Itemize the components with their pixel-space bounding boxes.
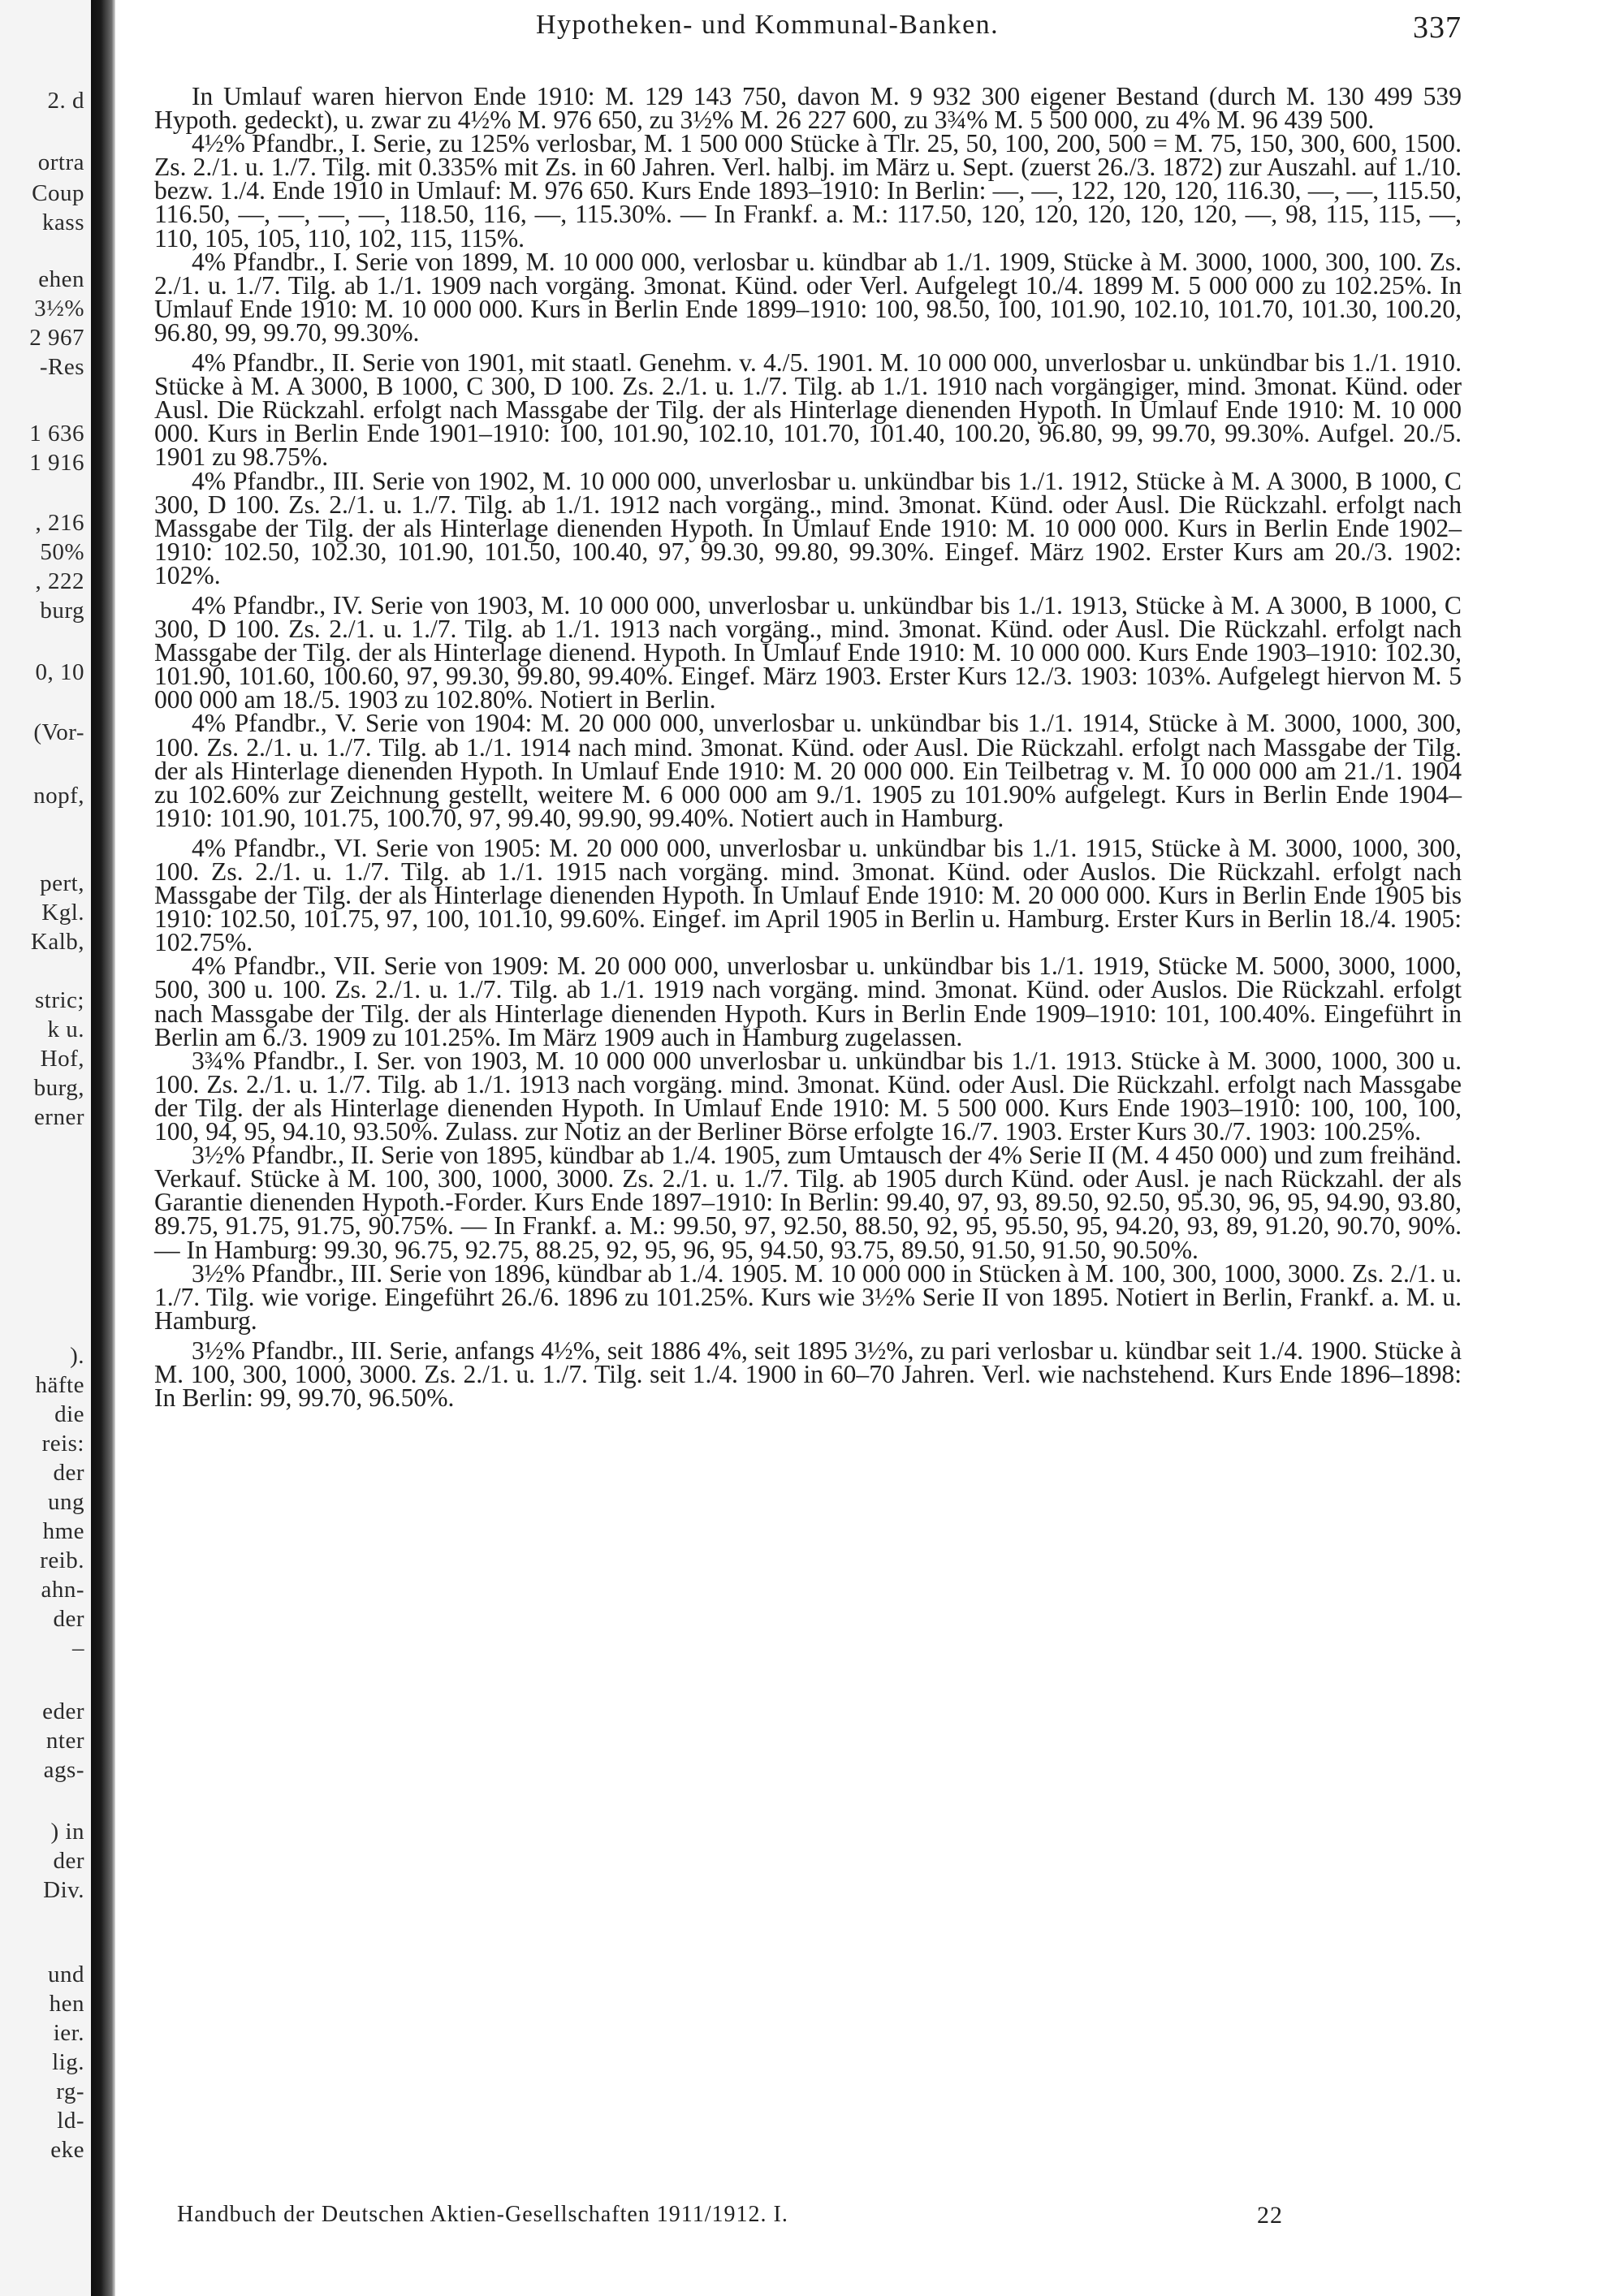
margin-fragment: ehen <box>38 266 84 292</box>
margin-fragment: burg, <box>33 1075 84 1101</box>
margin-fragment: der <box>53 1606 84 1632</box>
paragraph-pfandbr-serie-i-4-5: 4½% Pfandbr., I. Serie, zu 125% verlosbar, M. 1 500 000 Stücke à Tlr. 25, 50, 100, 200, 500 = M. 75, 150, 300, 600, 1500. Zs. 2./1. u. 1./7. Tilg. mit 0.335% mit Zs. in 60 Jahren. Verl. halbj. im März u. Sept. (zuerst 26./3. 1872) zur Auszahl. auf 1./10. bezw. 1./4. Ende 1910 in Umlauf: M. 976 650. Kurs Ende 1893–1910: In Berlin: —, —, 122, 120, 120, 116.30, —, —, 115.50, 116.50, —, —, —, —, 118.50, 116, —, 115.30%. — In Frankf. a. M.: 117.50, 120, 120, 120, 120, 120, —, 98, 115, 115, —, 110, 105, 105, 110, 102, 115, 115%. <box>154 129 1462 252</box>
margin-fragment: Kgl. <box>41 900 84 926</box>
margin-fragment: ortra <box>37 149 84 175</box>
adjacent-page-margin <box>0 0 91 2296</box>
page-number: 337 <box>1413 11 1462 45</box>
margin-fragment: häfte <box>35 1372 84 1398</box>
margin-fragment: nter <box>45 1728 84 1754</box>
margin-fragment: hen <box>49 1991 84 2017</box>
margin-fragment: burg <box>40 598 84 624</box>
margin-fragment: ) in <box>50 1819 84 1845</box>
margin-fragment: Kalb, <box>30 929 84 955</box>
paragraph-circulation: In Umlauf waren hiervon Ende 1910: M. 129 143 750, davon M. 9 932 300 eigener Bestand (durch M. 130 499 539 Hypoth. gedeckt), u. zwar zu 4½% M. 976 650, zu 3½% M. 26 227 600, zu 3¾% M. 5 500 000, zu 4% M. 96 439 500. <box>154 82 1462 135</box>
margin-fragment: , 222 <box>35 568 84 594</box>
margin-fragment: hme <box>42 1518 84 1544</box>
margin-fragment: , 216 <box>35 510 84 536</box>
margin-fragment: ahn- <box>41 1577 84 1603</box>
margin-fragment: ung <box>48 1489 84 1515</box>
paragraph-pfandbr-serie-i-1899: 4% Pfandbr., I. Serie von 1899, M. 10 000 000, verlosbar u. kündbar ab 1./1. 1909, Stücke à M. 3000, 1000, 300, 100. Zs. 2./1. u. 1./7. Tilg. ab 1./1. 1909 nach vorgäng. 3monat. Künd. oder Verl. Aufgelegt 10./4. 1899 M. 5 000 000 zu 102.25%. In Umlauf Ende 1910: M. 10 000 000. Kurs in Berlin Ende 1899–1910: 100, 98.50, 100, 101.90, 102.10, 101.70, 101.30, 100.20, 96.80, 99, 99.70, 99.30%. <box>154 247 1462 347</box>
margin-fragment: kass <box>42 209 84 235</box>
margin-fragment: eke <box>50 2137 84 2163</box>
margin-fragment: 2 967 <box>29 325 84 351</box>
margin-fragment: 1 636 <box>29 421 84 447</box>
paragraph-pfandbr-serie-iii-1902: 4% Pfandbr., III. Serie von 1902, M. 10 000 000, unverlosbar u. unkündbar bis 1./1. 1912, Stücke à M. A 3000, B 1000, C 300, D 100. Zs. 2./1. u. 1./7. Tilg. ab 1./1. 1912 nach vorgäng., mind. 3monat. Künd. oder Ausl. Die Rückzahl. erfolgt nach Massgabe der Tilg. der als Hinterlage dienenden Hypoth. In Umlauf Ende 1910: M. 10 000 000. Kurs in Berlin Ende 1902–1910: 102.50, 102.30, 101.90, 101.50, 100.40, 97, 99.30, 99.80, 99.30%. Eingef. März 1902. Erster Kurs am 20./3. 1902: 102%. <box>154 466 1462 589</box>
margin-fragment: Coup <box>32 180 84 206</box>
margin-fragment: 1 916 <box>29 450 84 476</box>
paragraph-pfandbr-3-5-serie-iii-1896: 3½% Pfandbr., III. Serie von 1896, kündbar ab 1./4. 1905. M. 10 000 000 in Stücken à M. 100, 300, 1000, 3000. Zs. 2./1. u. 1./7. Tilg. wie vorige. Eingeführt 26./6. 1896 zu 101.25%. Kurs wie 3½% Serie II von 1895. Notiert in Berlin, Frankf. a. M. u. Hamburg. <box>154 1258 1462 1335</box>
margin-fragment: stric; <box>35 987 84 1013</box>
margin-fragment: ). <box>70 1343 84 1369</box>
paragraph-pfandbr-3-5-serie-ii-1895: 3½% Pfandbr., II. Serie von 1895, kündbar ab 1./4. 1905, zum Umtausch der 4% Serie II (M. 4 450 000) und zum freihänd. Verkauf. Stücke à M. 100, 300, 1000, 3000. Zs. 2./1. u. 1./7. Tilg. ab 1905 durch Künd. oder Ausl. je nach Rückzahl. der als Garantie dienenden Hypoth.-Forder. Kurs Ende 1897–1910: In Berlin: 99.40, 97, 93, 89.50, 92.50, 95.30, 96, 95, 94.90, 93.80, 89.75, 91.75, 91.75, 90.75%. — In Frankf. a. M.: 99.50, 97, 92.50, 88.50, 92, 95, 95.50, 95, 94.20, 93, 89, 91.20, 90.70, 90%. — In Hamburg: 99.30, 96.75, 92.75, 88.25, 92, 95, 96, 95, 94.50, 93.75, 89.50, 91.50, 91.50, 90.50%. <box>154 1141 1462 1264</box>
margin-fragment: nopf, <box>33 783 84 809</box>
running-title: Hypotheken- und Kommunal-Banken. <box>536 10 1000 40</box>
margin-fragment: der <box>53 1848 84 1874</box>
margin-fragment: reib. <box>40 1547 84 1573</box>
margin-fragment: 2. d <box>47 88 84 114</box>
margin-fragment: -Res <box>39 354 84 380</box>
paragraph-pfandbr-serie-iv-1903: 4% Pfandbr., IV. Serie von 1903, M. 10 000 000, unverlosbar u. unkündbar bis 1./1. 1913, Stücke à M. A 3000, B 1000, C 300, D 100. Zs. 2./1. u. 1./7. Tilg. ab 1./1. 1913 nach vorgäng., mind. 3monat. Künd. oder Ausl. Die Rückzahl. erfolgt nach Massgabe der Tilg. der als Hinterlage dienend. Hypoth. In Umlauf Ende 1910: M. 10 000 000. Kurs Ende 1903–1910: 102.30, 101.90, 101.60, 100.60, 97, 99.30, 99.80, 99.40%. Eingef. März 1903. Erster Kurs 12./3. 1903: 103%. Aufgelegt hiervon M. 5 000 000 am 18./5. 1903 zu 102.80%. Notiert in Berlin. <box>154 590 1462 714</box>
margin-fragment: ld- <box>57 2108 84 2134</box>
margin-fragment: der <box>53 1460 84 1486</box>
page-footer <box>177 2202 1444 2234</box>
margin-fragment: pert, <box>40 870 84 896</box>
footer-sheet-number: 22 <box>1257 2202 1283 2229</box>
footer-publication-title: Handbuch der Deutschen Aktien-Gesellschaften 1911/1912. I. <box>177 2202 788 2227</box>
paragraph-pfandbr-3-5-serie-iii: 3½% Pfandbr., III. Serie, anfangs 4½%, seit 1886 4%, seit 1895 3½%, zu pari verlosbar u. kündbar seit 1./4. 1900. Stücke à M. 100, 300, 1000, 3000. Zs. 2./1. u. 1./7. Tilg. seit 1./4. 1900 in 60–70 Jahren. Verl. wie nachstehend. Kurs Ende 1896–1898: In Berlin: 99, 99.70, 96.50%. <box>154 1336 1462 1413</box>
paragraph-pfandbr-serie-ii-1901: 4% Pfandbr., II. Serie von 1901, mit staatl. Genehm. v. 4./5. 1901. M. 10 000 000, unverlosbar u. unkündbar bis 1./1. 1910. Stücke à M. A 3000, B 1000, C 300, D 100. Zs. 2./1. u. 1./7. Tilg. ab 1./1. 1910 nach vorgängiger, mind. 3monat. Künd. oder Ausl. Die Rückzahl. erfolgt nach Massgabe der Tilg. der als Hinterlage dienenden Hypoth. In Umlauf Ende 1910: M. 10 000 000. Kurs in Berlin Ende 1901–1910: 100, 101.90, 102.10, 101.70, 101.40, 100.20, 96.80, 99, 99.70, 99.30%. Aufgel. 20./5. 1901 zu 98.75%. <box>154 348 1462 472</box>
margin-fragment: ier. <box>53 2020 84 2046</box>
paragraph-pfandbr-serie-vi-1905: 4% Pfandbr., VI. Serie von 1905: M. 20 000 000, unverlosbar u. unkündbar bis 1./1. 1915, Stücke à M. 3000, 1000, 300, 100. Zs. 2./1. u. 1./7. Tilg. ab 1./1. 1915 nach vorgäng. mind. 3monat. Künd. oder Auslos. Die Rückzahl. erfolgt nach Massgabe der Tilg. der als Hinterlage dienenden Hypoth. In Umlauf Ende 1910: M. 20 000 000. Kurs in Berlin Ende 1905 bis 1910: 102.50, 101.75, 97, 100, 101.10, 99.60%. Eingef. im April 1905 in Berlin u. Hamburg. Erster Kurs in Berlin 18./4. 1905: 102.75%. <box>154 833 1462 957</box>
margin-fragment: Div. <box>43 1877 84 1903</box>
margin-fragment: eder <box>42 1698 84 1724</box>
paragraph-pfandbr-3-75-serie-i-1903: 3¾% Pfandbr., I. Ser. von 1903, M. 10 000 000 unverlosbar u. unkündbar bis 1./1. 1913. Stücke à M. 3000, 1000, 300 u. 100. Zs. 2./1. u. 1./7. Tilg. ab 1./1. 1913 nach vorgäng. mind. 3monat. Künd. oder Ausl. Die Rückzahl. erfolgt nach Massgabe der Tilg. der als Hinterlage dienenden Hypoth. In Umlauf Ende 1910: M. 5 500 000. Kurs Ende 1903–1910: 100, 100, 100, 100, 94, 95, 94.10, 93.50%. Zulass. zur Notiz an der Berliner Börse erfolgte 16./7. 1903. Erster Kurs 30./7. 1903: 100.25%. <box>154 1046 1462 1146</box>
margin-fragment: – <box>72 1635 84 1661</box>
page-header <box>154 10 1462 50</box>
margin-fragment: reis: <box>41 1431 84 1457</box>
main-text-column <box>154 82 1462 1413</box>
margin-fragment: 0, 10 <box>35 659 84 685</box>
paragraph-pfandbr-serie-vii-1909: 4% Pfandbr., VII. Serie von 1909: M. 20 000 000, unverlosbar u. unkündbar bis 1./1. 1919, Stücke M. 5000, 3000, 1000, 500, 300 u. 100. Zs. 2./1. u. 1./7. Tilg. ab 1./1. 1919 nach vorgäng. mind. 3monat. Künd. oder Auslos. Die Rückzahl. erfolgt nach Massgabe der Tilg. der als Hinterlage dienenden Hypoth. Kurs in Berlin Ende 1909–1910: 101, 100.40%. Eingeführt in Berlin am 6./3. 1909 zu 101.25%. Im März 1909 auch in Hamburg zugelassen. <box>154 952 1462 1051</box>
margin-fragment: (Vor- <box>33 719 84 745</box>
paragraph-pfandbr-serie-v-1904: 4% Pfandbr., V. Serie von 1904: M. 20 000 000, unverlosbar u. unkündbar bis 1./1. 1914, Stücke à M. 3000, 1000, 300, 100. Zs. 2./1. u. 1./7. Tilg. ab 1./1. 1914 nach mind. 3monat. Künd. oder Ausl. Die Rückzahl. erfolgt nach Massgabe der Tilg. der als Hinterlage dienenden Hypoth. In Umlauf Ende 1910: M. 20 000 000. Ein Teilbetrag v. M. 10 000 000 am 21./1. 1904 zu 102.60% zur Zeichnung gestellt, weitere M. 6 000 000 am 9./1. 1905 zu 101.90% aufgelegt. Kurs in Berlin Ende 1904–1910: 101.90, 101.75, 100.70, 97, 99.40, 99.90, 99.40%. Notiert auch in Hamburg. <box>154 709 1462 832</box>
margin-fragment: Hof, <box>40 1046 84 1072</box>
book-gutter <box>91 0 115 2296</box>
margin-fragment: ags- <box>43 1757 84 1783</box>
margin-fragment: und <box>48 1962 84 1987</box>
margin-fragment: lig. <box>52 2049 84 2075</box>
margin-fragment: erner <box>33 1104 84 1130</box>
margin-fragment: 50% <box>40 539 84 565</box>
margin-fragment: k u. <box>47 1016 84 1042</box>
margin-fragment: 3½% <box>34 296 84 322</box>
margin-fragment: rg- <box>56 2078 84 2104</box>
margin-fragment: die <box>54 1401 84 1427</box>
